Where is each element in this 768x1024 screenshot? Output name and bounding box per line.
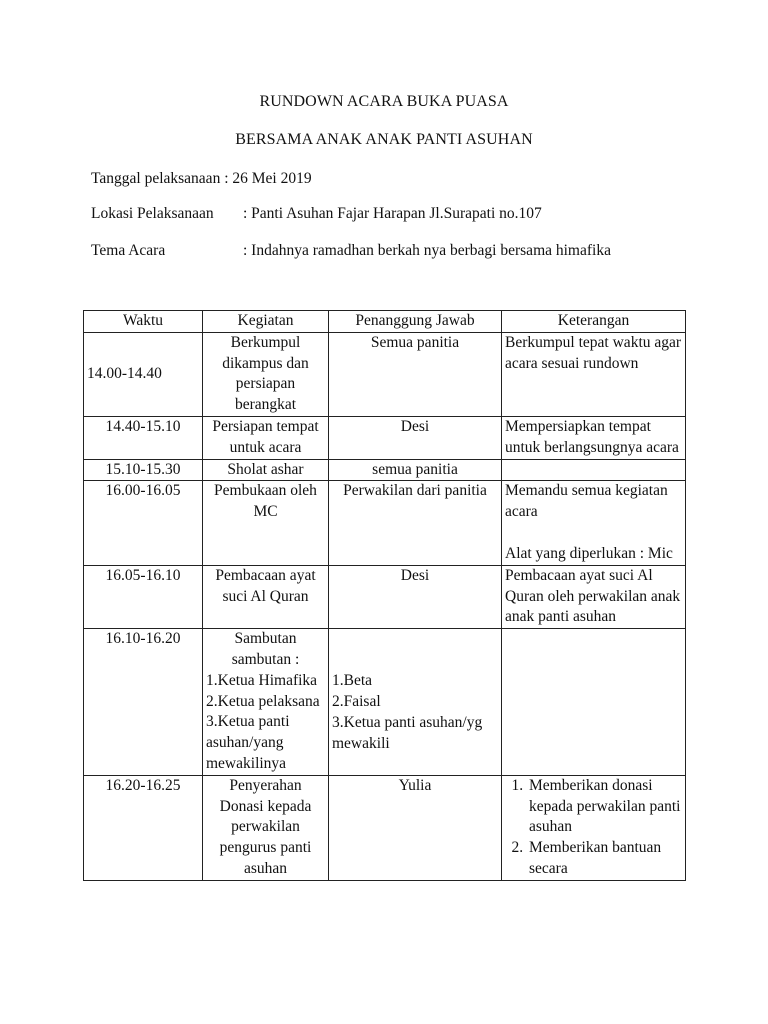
pj-cell: semua panitia	[329, 459, 502, 481]
meta-tanggal-value: : 26 Mei 2019	[224, 170, 312, 187]
waktu-cell: 14.00-14.40	[84, 332, 203, 416]
header-keterangan: Keterangan	[502, 311, 686, 333]
header-penanggung-jawab: Penanggung Jawab	[329, 311, 502, 333]
kegiatan-cell: Persiapan tempat untuk acara	[203, 416, 329, 459]
kegiatan-cell	[203, 629, 329, 776]
keterangan-alat-text: Alat yang diperlukan : Mic	[505, 544, 673, 562]
document-title: RUNDOWN ACARA BUKA PUASA	[259, 93, 509, 110]
meta-tanggal	[91, 170, 312, 188]
table-row	[84, 565, 686, 628]
kegiatan-cell: Berkumpul dikampus dan persiapan berangkat	[203, 332, 329, 416]
waktu-cell: 16.00-16.05	[84, 481, 203, 565]
keterangan-cell: Pembacaan ayat suci Al Quran oleh perwakilan anak anak panti asuhan	[502, 565, 686, 628]
document-subtitle: BERSAMA ANAK ANAK PANTI ASUHAN	[235, 131, 533, 148]
meta-tanggal-label: Tanggal pelaksanaan	[91, 170, 221, 187]
waktu-cell: 16.20-16.25	[84, 775, 203, 880]
pj-list-item: 2.Faisal	[332, 692, 381, 710]
meta-lokasi-label: Lokasi Pelaksanaan	[91, 205, 214, 222]
keterangan-list	[505, 776, 682, 880]
keterangan-cell	[502, 775, 686, 880]
kegiatan-cell: Sholat ashar	[203, 459, 329, 481]
kegiatan-cell: Pembacaan ayat suci Al Quran	[203, 565, 329, 628]
waktu-cell: 16.05-16.10	[84, 565, 203, 628]
meta-tema	[91, 242, 611, 260]
pj-cell: Desi	[329, 416, 502, 459]
meta-lokasi-value: : Panti Asuhan Fajar Harapan Jl.Surapati no.107	[243, 205, 542, 222]
pj-cell: Desi	[329, 565, 502, 628]
waktu-cell: 15.10-15.30	[84, 459, 203, 481]
pj-cell	[329, 629, 502, 776]
keterangan-cell	[502, 481, 686, 565]
pj-list-item: 1.Beta	[332, 672, 373, 690]
pj-cell: Semua panitia	[329, 332, 502, 416]
rundown-table	[83, 310, 686, 881]
table-row	[84, 775, 686, 880]
keterangan-cell	[502, 629, 686, 776]
kegiatan-list-item: 2.Ketua pelaksana	[206, 692, 320, 710]
meta-tema-value: : Indahnya ramadhan berkah nya berbagi bersama himafika	[243, 242, 611, 259]
kegiatan-list-item: 1.Ketua Himafika	[206, 671, 318, 689]
pj-cell: Yulia	[329, 775, 502, 880]
keterangan-cell	[502, 459, 686, 481]
keterangan-list-item: 2. Memberikan bantuan secara	[527, 838, 682, 880]
header-kegiatan: Kegiatan	[203, 311, 329, 333]
kegiatan-cell: Pembukaan oleh MC	[203, 481, 329, 565]
table-row	[84, 629, 686, 776]
table-row	[84, 332, 686, 416]
kegiatan-list-item: 3.Ketua panti asuhan/yang mewakilinya	[206, 713, 290, 772]
table-row	[84, 459, 686, 481]
keterangan-cell: Berkumpul tepat waktu agar acara sesuai rundown	[502, 332, 686, 416]
kegiatan-heading: Sambutan sambutan :	[231, 630, 300, 668]
pj-list-item: 3.Ketua panti asuhan/yg mewakili	[332, 713, 483, 752]
header-waktu: Waktu	[84, 311, 203, 333]
keterangan-text: Memandu semua kegiatan acara	[505, 482, 668, 521]
table-row	[84, 481, 686, 565]
meta-lokasi	[91, 205, 542, 223]
keterangan-cell: Mempersiapkan tempat untuk berlangsungnya acara	[502, 416, 686, 459]
table-header-row	[84, 311, 686, 333]
pj-cell: Perwakilan dari panitia	[329, 481, 502, 565]
waktu-cell: 16.10-16.20	[84, 629, 203, 776]
kegiatan-cell: Penyerahan Donasi kepada perwakilan pengurus panti asuhan	[203, 775, 329, 880]
table-row	[84, 416, 686, 459]
meta-tema-label: Tema Acara	[91, 242, 166, 259]
waktu-cell: 14.40-15.10	[84, 416, 203, 459]
keterangan-list-item: 1. Memberikan donasi kepada perwakilan panti asuhan	[527, 776, 682, 838]
